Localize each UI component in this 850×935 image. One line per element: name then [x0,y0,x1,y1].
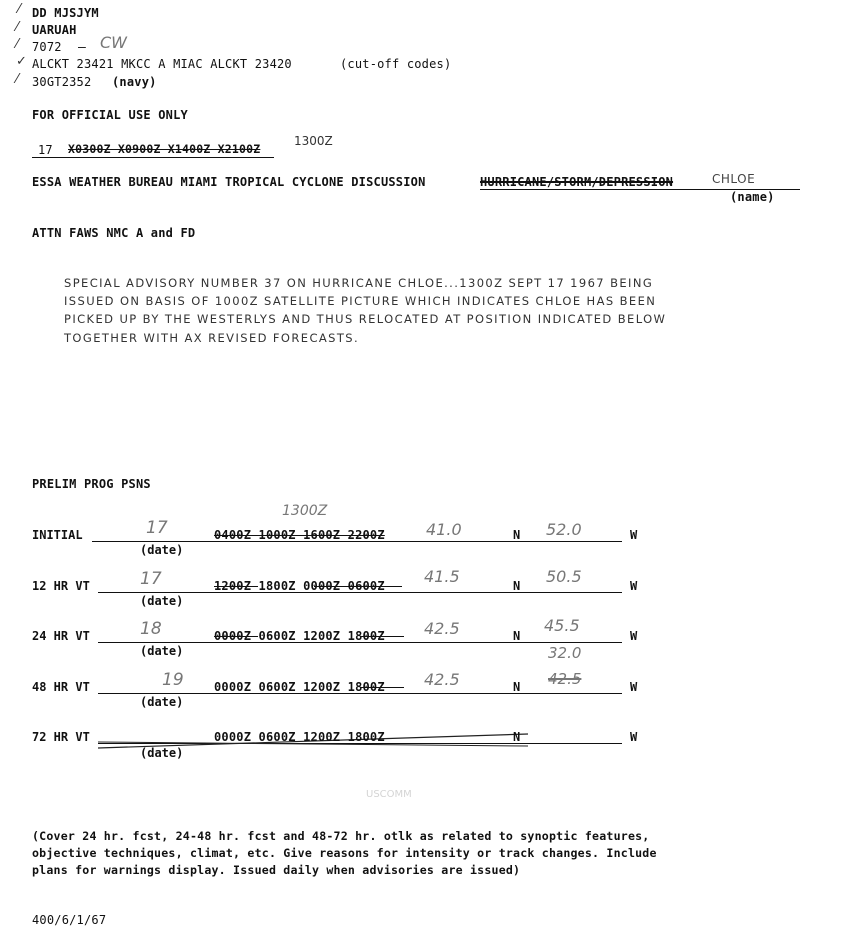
initial-hand-time: 1300Z [282,503,328,519]
strike-mark [314,586,402,587]
west-label: W [630,730,638,744]
footer-note-line-3: plans for warnings display. Issued daily when advisories are issued) [32,863,521,877]
row-times: 0000Z 0600Z 1200Z 1800Z [214,680,385,694]
routing-line-1: DD MJSJYM [32,6,99,20]
check-mark-icon: ⁄ [18,2,21,17]
west-label: W [630,528,638,542]
footer-note-line-1: (Cover 24 hr. fcst, 24-48 hr. fcst and 48-72 hr. otlk as related to synoptic features, [32,829,650,843]
west-label: W [630,629,638,643]
row-label: INITIAL [32,528,83,542]
row-lon: 45.5 [544,616,580,635]
body-line-2: ISSUED ON BASIS OF 1000Z SATELLITE PICTURE WHICH INDICATES CHLOE HAS BEEN [64,294,657,308]
west-label: W [630,680,638,694]
date-label: (date) [140,695,184,709]
north-label: N [513,730,521,744]
body-line-3: PICKED UP BY THE WESTERLYS AND THUS RELOCATED AT POSITION INDICATED BELOW [64,312,667,326]
row-times: 0000Z 0600Z 1200Z 1800Z [214,730,385,744]
row-times: 0400Z 1000Z 1600Z 2200Z [214,528,385,542]
dtg-underline [32,157,274,158]
faint-stamp: USCOMM [366,789,412,800]
row-date-value: 17 [146,518,168,538]
row-label: 24 HR VT [32,629,90,643]
navy-note: (navy) [112,75,157,89]
name-label: (name) [730,190,775,204]
check-mark-icon: ⁄ [16,72,19,87]
dtg-time: 1300Z [294,134,333,148]
routing-line-4: ALCKT 23421 MKCC A MIAC ALCKT 23420 [32,57,292,71]
strike-mark [360,687,404,688]
routing-line-3: 7072 [32,40,62,54]
row-label: 12 HR VT [32,579,90,593]
date-label: (date) [140,543,184,557]
row-label: 72 HR VT [32,730,90,744]
row-date-value: 19 [162,670,184,690]
body-line-4: TOGETHER WITH AX REVISED FORECASTS. [64,331,360,345]
row-lat: 41.5 [424,567,460,586]
dtg-struck-times: X0300Z X0900Z X1400Z X2100Z [68,142,261,156]
north-label: N [513,629,521,643]
north-label: N [513,528,521,542]
row-lat: 42.5 [424,619,460,638]
row-lon: 52.0 [546,520,582,539]
row-times: 1200Z 1800Z 0000Z 0600Z [214,579,385,593]
attn-line: ATTN FAWS NMC A and FD [32,226,196,240]
date-label: (date) [140,746,184,760]
date-label: (date) [140,644,184,658]
handwritten-initials: CW [100,33,127,52]
routing-line-5: 30GT2352 [32,75,92,89]
strike-mark [214,586,258,587]
storm-name: CHLOE [712,172,756,186]
strike-mark [360,636,404,637]
prelim-prog-heading: PRELIM PROG PSNS [32,477,151,491]
row-date-value: 17 [140,569,162,589]
north-label: N [513,680,521,694]
body-line-1: SPECIAL ADVISORY NUMBER 37 ON HURRICANE CHLOE...1300Z SEPT 17 1967 BEING [64,276,654,290]
north-label: N [513,579,521,593]
discussion-title: ESSA WEATHER BUREAU MIAMI TROPICAL CYCLONE DISCUSSION [32,175,426,189]
date-label: (date) [140,594,184,608]
storm-type-struck: HURRICANE/STORM/DEPRESSION [480,175,674,189]
row-lat: 42.5 [424,670,460,689]
cut-off-codes-note: (cut-off codes) [340,57,452,71]
check-mark-icon: ✓ [16,54,27,69]
official-use-label: FOR OFFICIAL USE ONLY [32,108,188,122]
footer-note-line-2: objective techniques, climat, etc. Give reasons for intensity or track changes. Include [32,846,657,860]
row-lon: 32.0 [548,644,582,662]
dash-mark: – [78,40,86,55]
row-lon: 50.5 [546,567,582,586]
strike-mark [214,636,258,637]
row-date-value: 18 [140,619,162,639]
row-lon-struck: 42.5 [548,670,582,688]
row-label: 48 HR VT [32,680,90,694]
west-label: W [630,579,638,593]
row-lat: 41.0 [426,520,462,539]
dtg-day: 17 [38,143,53,157]
row-times: 0000Z 0600Z 1200Z 1800Z [214,629,385,643]
form-number: 400/6/1/67 [32,913,107,927]
check-mark-icon: ⁄ [16,37,19,52]
check-mark-icon: ⁄ [16,20,19,35]
routing-line-2: UARUAH [32,23,77,37]
